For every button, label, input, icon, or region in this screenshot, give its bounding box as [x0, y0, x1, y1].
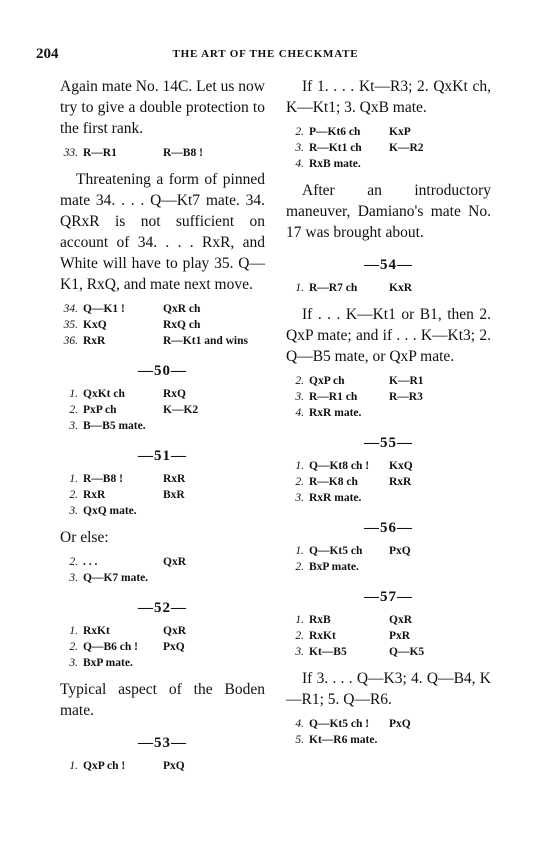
move-number: 3.: [69, 420, 78, 432]
move-list: [60, 471, 265, 519]
problem-heading: —51—: [138, 448, 187, 464]
black-move: RxQ: [163, 388, 186, 400]
move-list: [286, 716, 491, 748]
move-number: 3.: [69, 657, 78, 669]
move-row: [286, 716, 491, 732]
black-move: R—Kt1 and wins: [163, 335, 248, 347]
black-move: PxR: [389, 630, 411, 642]
white-move: R—R1: [83, 147, 117, 159]
white-move: R—R7 ch: [309, 282, 358, 294]
paragraph: If . . . K—Kt1 or B1, then 2. QxP mate; and if . . . K—Kt3; 2. Q—B5 mate, or QxP mate.: [286, 306, 491, 365]
black-move: RxQ ch: [163, 319, 201, 331]
move-row: [60, 655, 265, 671]
black-move: QxR: [163, 625, 186, 637]
black-move: R—R3: [389, 391, 423, 403]
black-move: BxR: [163, 489, 185, 501]
white-move: Q—B6 ch !: [83, 641, 138, 653]
move-list: [60, 386, 265, 434]
move-number: 2.: [295, 375, 304, 387]
move-row: [286, 373, 491, 389]
white-move: RxR: [83, 335, 106, 347]
problem-heading: —50—: [138, 363, 187, 379]
move-number: 1.: [69, 473, 78, 485]
white-move: B—B5 mate.: [83, 420, 146, 432]
black-move: PxQ: [163, 760, 185, 772]
move-number: 36.: [63, 335, 78, 347]
move-number: 35.: [63, 319, 78, 331]
white-move: Kt—R6 mate.: [309, 734, 378, 746]
move-row: [60, 639, 265, 655]
move-number: 1.: [69, 388, 78, 400]
white-move: QxQ mate.: [83, 505, 137, 517]
black-move: K—R1: [389, 375, 424, 387]
paragraph: After an introductory maneuver, Damiano's mate No. 17 was brought about.: [286, 182, 491, 241]
white-move: BxP mate.: [83, 657, 133, 669]
move-number: 2.: [69, 641, 78, 653]
move-number: 4.: [295, 407, 304, 419]
white-move: Q—Kt5 ch !: [309, 718, 370, 730]
move-row: [60, 758, 265, 774]
move-row: [60, 471, 265, 487]
white-move: RxKt: [309, 630, 336, 642]
paragraph: Or else:: [60, 529, 109, 546]
problem-heading: —52—: [138, 600, 187, 616]
problem-heading: —54—: [364, 257, 413, 273]
black-move: [389, 405, 491, 421]
black-move: RxR: [389, 476, 412, 488]
move-number: 1.: [295, 282, 304, 294]
black-move: RxR: [163, 473, 186, 485]
white-move: Q—Kt5 ch: [309, 545, 363, 557]
move-number: 3.: [69, 572, 78, 584]
move-row: [60, 317, 265, 333]
black-move: K—K2: [163, 404, 199, 416]
running-title: THE ART OF THE CHECKMATE: [172, 48, 359, 60]
move-row: [60, 145, 265, 161]
move-row: [60, 301, 265, 317]
black-move: K—R2: [389, 142, 424, 154]
white-move: RxB mate.: [309, 158, 361, 170]
problem-heading: —53—: [138, 735, 187, 751]
white-move: RxB: [309, 614, 331, 626]
move-row: [286, 474, 491, 490]
black-move: KxP: [389, 126, 411, 138]
move-list: [60, 758, 265, 774]
move-row: [60, 402, 265, 418]
white-move: RxR mate.: [309, 407, 362, 419]
move-row: [286, 628, 491, 644]
move-row: [60, 418, 265, 434]
move-number: 2.: [295, 630, 304, 642]
move-row: [60, 487, 265, 503]
white-move: BxP mate.: [309, 561, 359, 573]
white-move: Q—K1 !: [83, 303, 125, 315]
black-move: KxR: [389, 282, 412, 294]
move-number: 5.: [295, 734, 304, 746]
white-move: Q—K7 mate.: [83, 572, 149, 584]
move-number: 33.: [63, 147, 78, 159]
black-move: R—B8 !: [163, 147, 203, 159]
white-move: Q—Kt8 ch !: [309, 460, 370, 472]
black-move: QxR: [163, 556, 186, 568]
move-number: 3.: [295, 646, 304, 658]
white-move: RxKt: [83, 625, 110, 637]
black-move: Q—K5: [389, 646, 425, 658]
white-move: . . .: [83, 556, 98, 568]
black-move: [163, 570, 265, 586]
move-list: [286, 373, 491, 421]
white-move: RxR: [83, 489, 106, 501]
black-move: [163, 418, 265, 434]
move-number: 2.: [295, 476, 304, 488]
move-row: [286, 458, 491, 474]
paragraph: Again mate No. 14C. Let us now try to give a double protection to the first rank.: [60, 78, 265, 137]
black-move: PxQ: [389, 718, 411, 730]
move-row: [286, 156, 491, 172]
black-move: [163, 503, 265, 519]
move-number: 3.: [69, 505, 78, 517]
move-list: [60, 301, 265, 349]
page-header: [36, 46, 495, 64]
move-number: 1.: [295, 614, 304, 626]
move-list: [60, 145, 265, 161]
move-row: [60, 333, 265, 349]
move-list: [286, 543, 491, 575]
white-move: R—R1 ch: [309, 391, 358, 403]
move-row: [286, 543, 491, 559]
move-row: [60, 570, 265, 586]
black-move: QxR: [389, 614, 412, 626]
move-list: [286, 458, 491, 506]
problem-heading: —55—: [364, 435, 413, 451]
move-row: [286, 490, 491, 506]
move-number: 34.: [63, 303, 78, 315]
white-move: R—B8 !: [83, 473, 123, 485]
paragraph: Threatening a form of pinned mate 34. . . . Q—Kt7 mate. 34. QRxR is not sufficient on account of 34. . . . RxR, and White will have to play 35. Q—K1, RxQ, and mate next move.: [60, 171, 265, 293]
paragraph: Typical aspect of the Boden mate.: [60, 681, 265, 719]
move-row: [60, 386, 265, 402]
move-number: 1.: [295, 545, 304, 557]
move-number: 1.: [69, 760, 78, 772]
problem-heading: —57—: [364, 589, 413, 605]
move-list: [286, 612, 491, 660]
move-number: 2.: [69, 556, 78, 568]
move-row: [286, 559, 491, 575]
move-number: 1.: [295, 460, 304, 472]
left-column: [60, 76, 265, 782]
move-row: [60, 503, 265, 519]
black-move: [163, 655, 265, 671]
white-move: P—Kt6 ch: [309, 126, 361, 138]
white-move: QxP ch: [309, 375, 345, 387]
black-move: [389, 156, 491, 172]
right-column: [286, 76, 491, 756]
move-number: 2.: [69, 404, 78, 416]
move-list: [60, 554, 265, 586]
move-number: 3.: [295, 492, 304, 504]
move-number: 4.: [295, 718, 304, 730]
move-number: 2.: [295, 561, 304, 573]
move-list: [60, 623, 265, 671]
black-move: PxQ: [389, 545, 411, 557]
move-row: [60, 554, 265, 570]
black-move: [389, 732, 491, 748]
black-move: [389, 490, 491, 506]
black-move: KxQ: [389, 460, 413, 472]
white-move: PxP ch: [83, 404, 117, 416]
white-move: Kt—B5: [309, 646, 347, 658]
white-move: R—K8 ch: [309, 476, 358, 488]
move-row: [286, 124, 491, 140]
white-move: QxKt ch: [83, 388, 125, 400]
black-move: QxR ch: [163, 303, 201, 315]
move-row: [60, 623, 265, 639]
move-number: 1.: [69, 625, 78, 637]
move-row: [286, 405, 491, 421]
move-number: 3.: [295, 391, 304, 403]
black-move: [389, 559, 491, 575]
move-row: [286, 140, 491, 156]
move-row: [286, 644, 491, 660]
problem-heading: —56—: [364, 520, 413, 536]
move-number: 2.: [69, 489, 78, 501]
move-list: [286, 280, 491, 296]
move-number: 2.: [295, 126, 304, 138]
move-list: [286, 124, 491, 172]
move-row: [286, 280, 491, 296]
page-number: 204: [36, 46, 59, 62]
move-row: [286, 389, 491, 405]
white-move: RxR mate.: [309, 492, 362, 504]
paragraph: If 3. . . . Q—K3; 4. Q—B4, K—R1; 5. Q—R6.: [286, 670, 491, 708]
move-row: [286, 732, 491, 748]
move-row: [286, 612, 491, 628]
white-move: KxQ: [83, 319, 107, 331]
black-move: PxQ: [163, 641, 185, 653]
move-number: 3.: [295, 142, 304, 154]
white-move: QxP ch !: [83, 760, 126, 772]
move-number: 4.: [295, 158, 304, 170]
white-move: R—Kt1 ch: [309, 142, 362, 154]
paragraph: If 1. . . . Kt—R3; 2. QxKt ch, K—Kt1; 3. QxB mate.: [286, 78, 491, 116]
